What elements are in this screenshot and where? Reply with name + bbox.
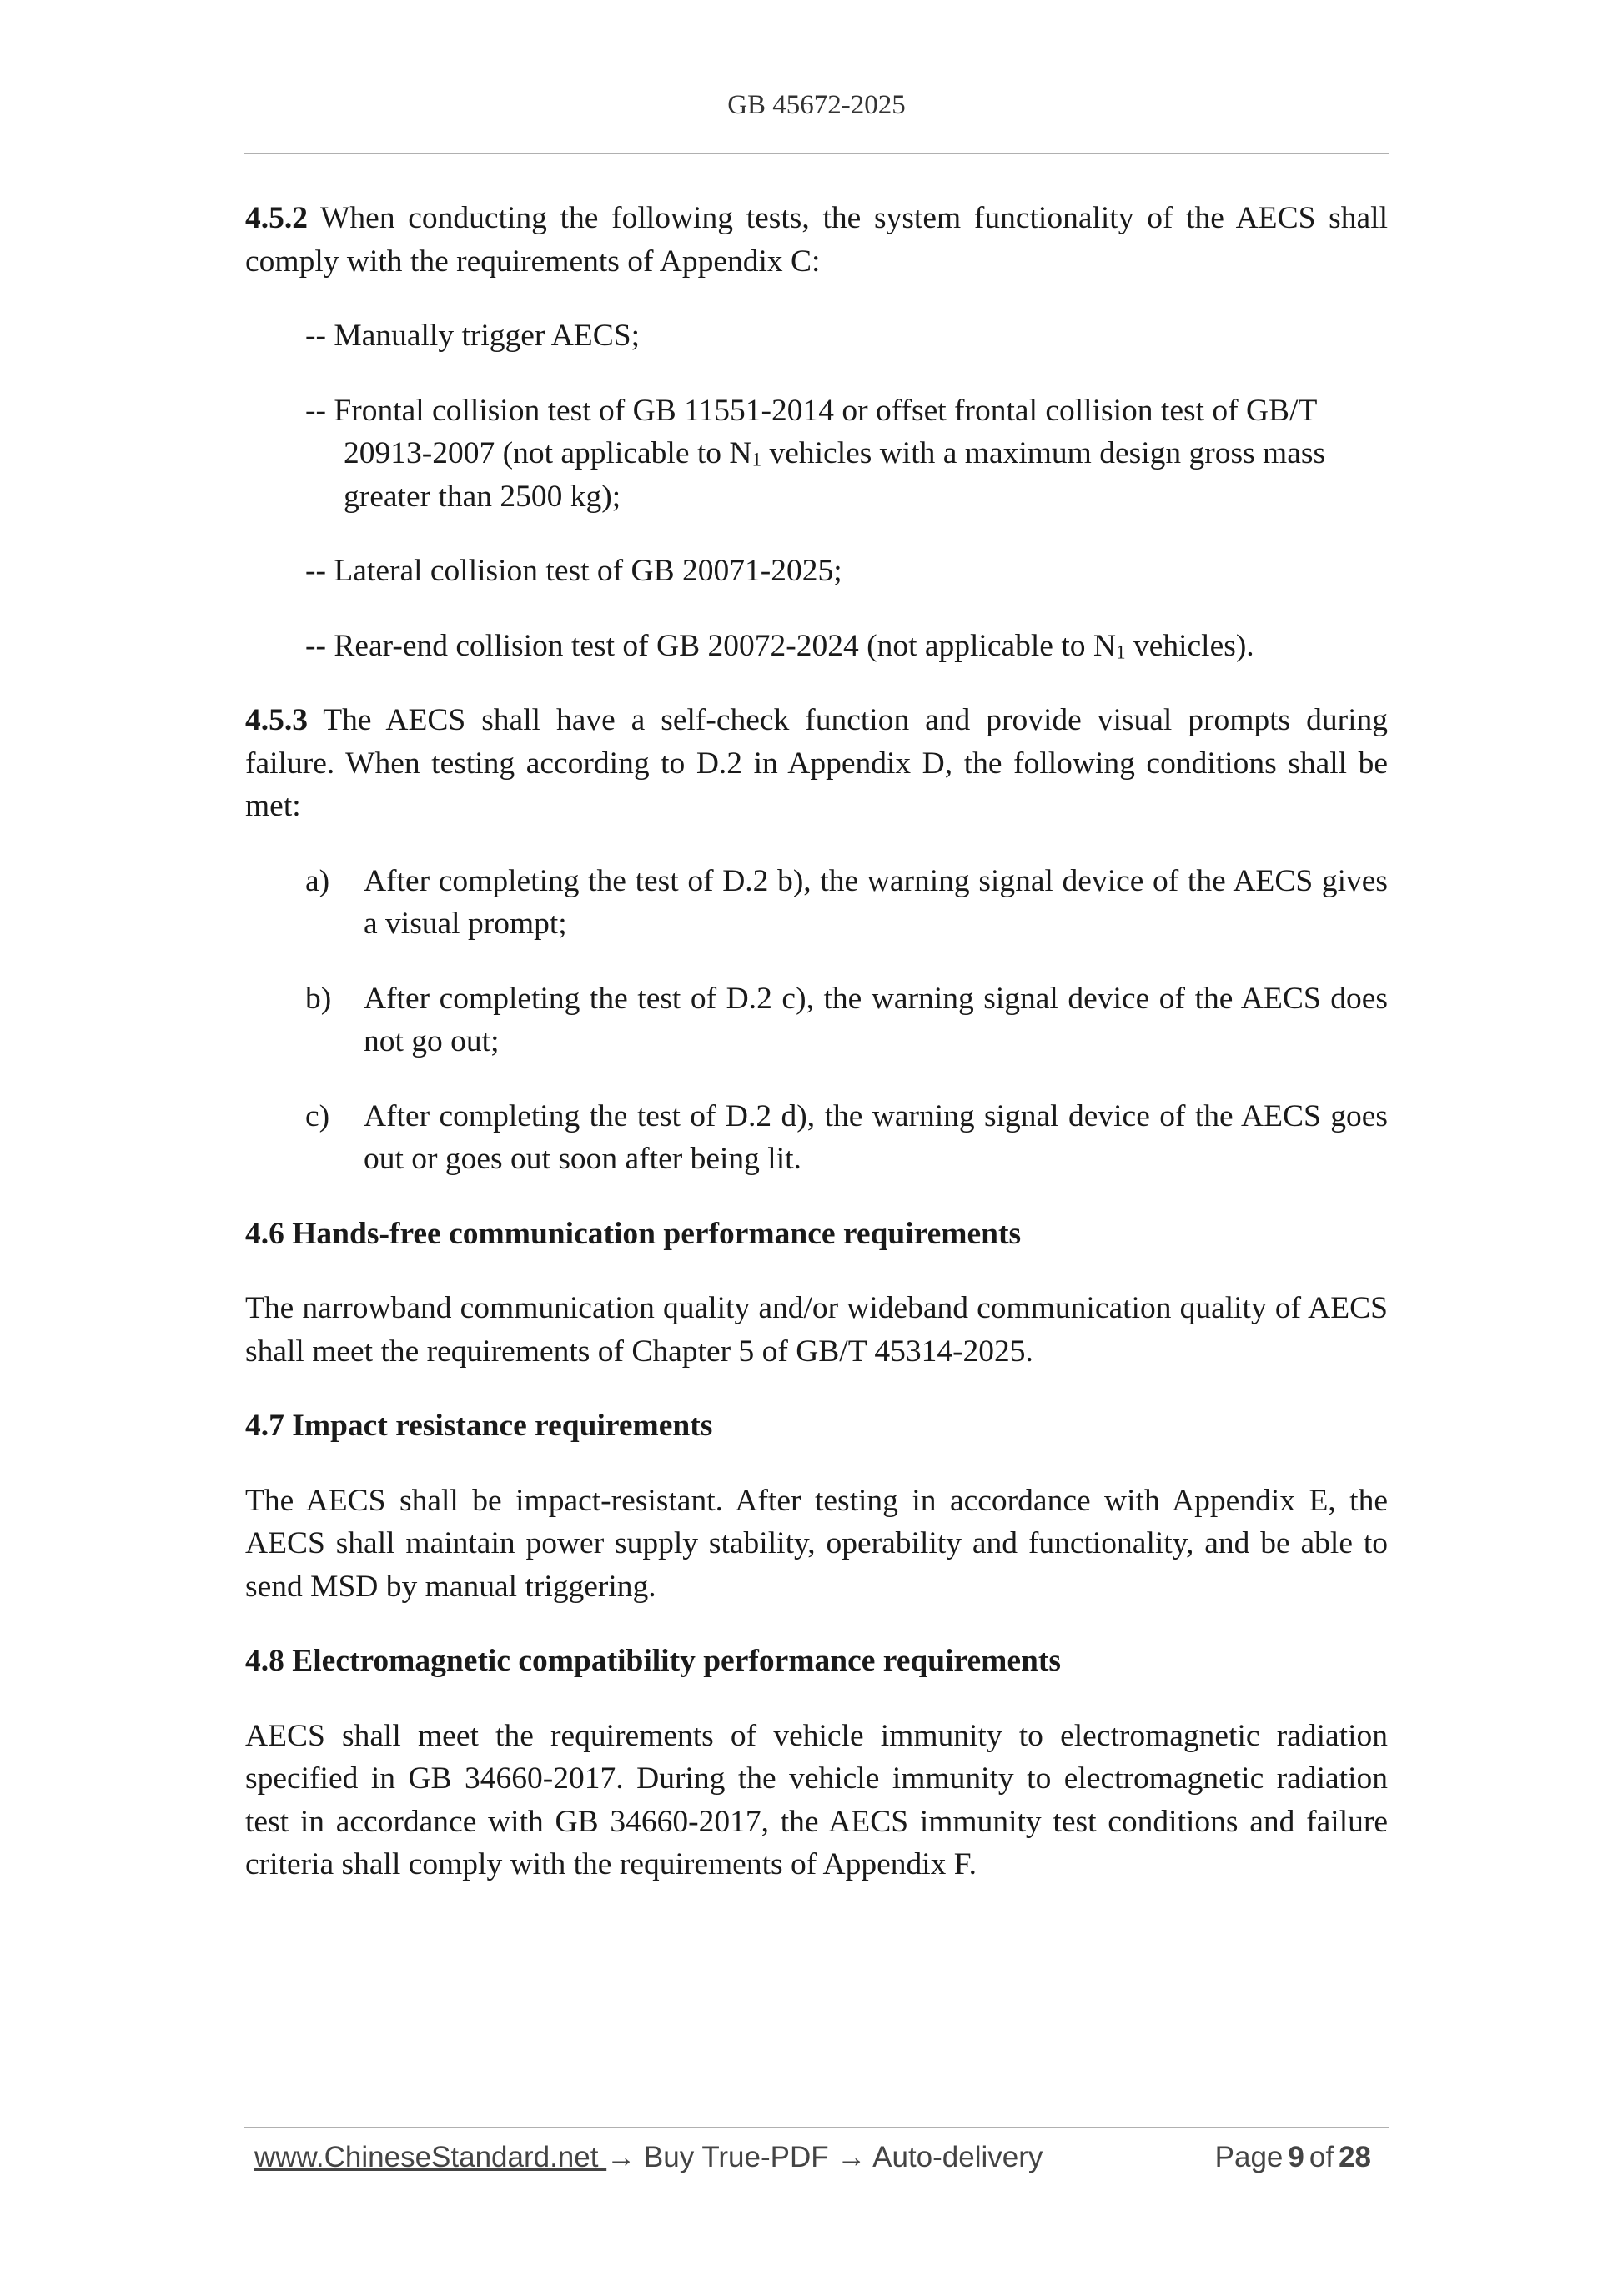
list-item: -- Frontal collision test of GB 11551-2014 or offset frontal collision test of GB/T 20913-2007 (not applicable to $N_1$ vehicles with a maximum design gross mass greater than 2500 kg);	[305, 393, 1326, 514]
website-link[interactable]: www.ChineseStandard.net	[254, 2141, 607, 2173]
clause-4-5-3	[245, 699, 1388, 828]
section-heading: 4.8 Electromagnetic compatibility performance requirements	[245, 1644, 1061, 1678]
list-label: a)	[305, 863, 330, 898]
document-header: GB 45672-2025	[727, 90, 906, 120]
list-label: c)	[305, 1098, 330, 1133]
paragraph: The AECS shall be impact-resistant. After testing in accordance with Appendix E, the AECS shall maintain power supply stability, operability and functionality, and be able to send MSD by manual triggering.	[245, 1483, 1388, 1604]
page-footer	[254, 2141, 1376, 2183]
list-item: -- Lateral collision test of GB 20071-2025;	[305, 554, 842, 588]
list-item: a) After completing the test of D.2 b), the warning signal device of the AECS gives a visual prompt;	[305, 860, 1388, 946]
page-indicator: Page 9 of 28	[1214, 2141, 1371, 2173]
footer-tagline: → Buy True-PDF → Auto-delivery	[606, 2141, 1043, 2173]
list-item: -- Manually trigger AECS;	[305, 319, 640, 353]
list-item: c) After completing the test of D.2 d), the warning signal device of the AECS goes out or goes out soon after being lit.	[305, 1095, 1388, 1181]
clause-text: The AECS shall have a self-check function and provide visual prompts during failure. When testing according to D.2 in Appendix D, the following conditions shall be met:	[245, 703, 1388, 823]
list-item: b) After completing the test of D.2 c), the warning signal device of the AECS does not go out;	[305, 977, 1388, 1063]
footer-divider	[244, 2127, 1389, 2128]
paragraph: The narrowband communication quality and/or wideband communication quality of AECS shall meet the requirements of Chapter 5 of GB/T 45314-2025.	[245, 1291, 1388, 1369]
clause-4-5-2	[245, 197, 1388, 283]
list-label: b)	[305, 981, 332, 1016]
page-body	[245, 197, 1388, 1887]
clause-number: 4.5.3	[245, 703, 308, 737]
page-number: 9	[1288, 2141, 1304, 2173]
clause-number: 4.5.2	[245, 201, 308, 235]
section-heading: 4.7 Impact resistance requirements	[245, 1409, 713, 1443]
section-heading: 4.6 Hands-free communication performance requirements	[245, 1216, 1022, 1251]
header-divider	[244, 153, 1389, 154]
footer-promo	[254, 2141, 1043, 2174]
clause-text: When conducting the following tests, the system functionality of the AECS shall comply with the requirements of Appendix C:	[245, 201, 1388, 279]
paragraph: AECS shall meet the requirements of vehicle immunity to electromagnetic radiation specified in GB 34660-2017. During the vehicle immunity to electromagnetic radiation test in accordance with GB 34660-2017, the AECS immunity test conditions and failure criteria shall comply with the requirements of Appendix F.	[245, 1718, 1388, 1882]
page-total: 28	[1339, 2141, 1371, 2173]
list-item: -- Rear-end collision test of GB 20072-2024 (not applicable to $N_1$ vehicles).	[305, 628, 1254, 663]
